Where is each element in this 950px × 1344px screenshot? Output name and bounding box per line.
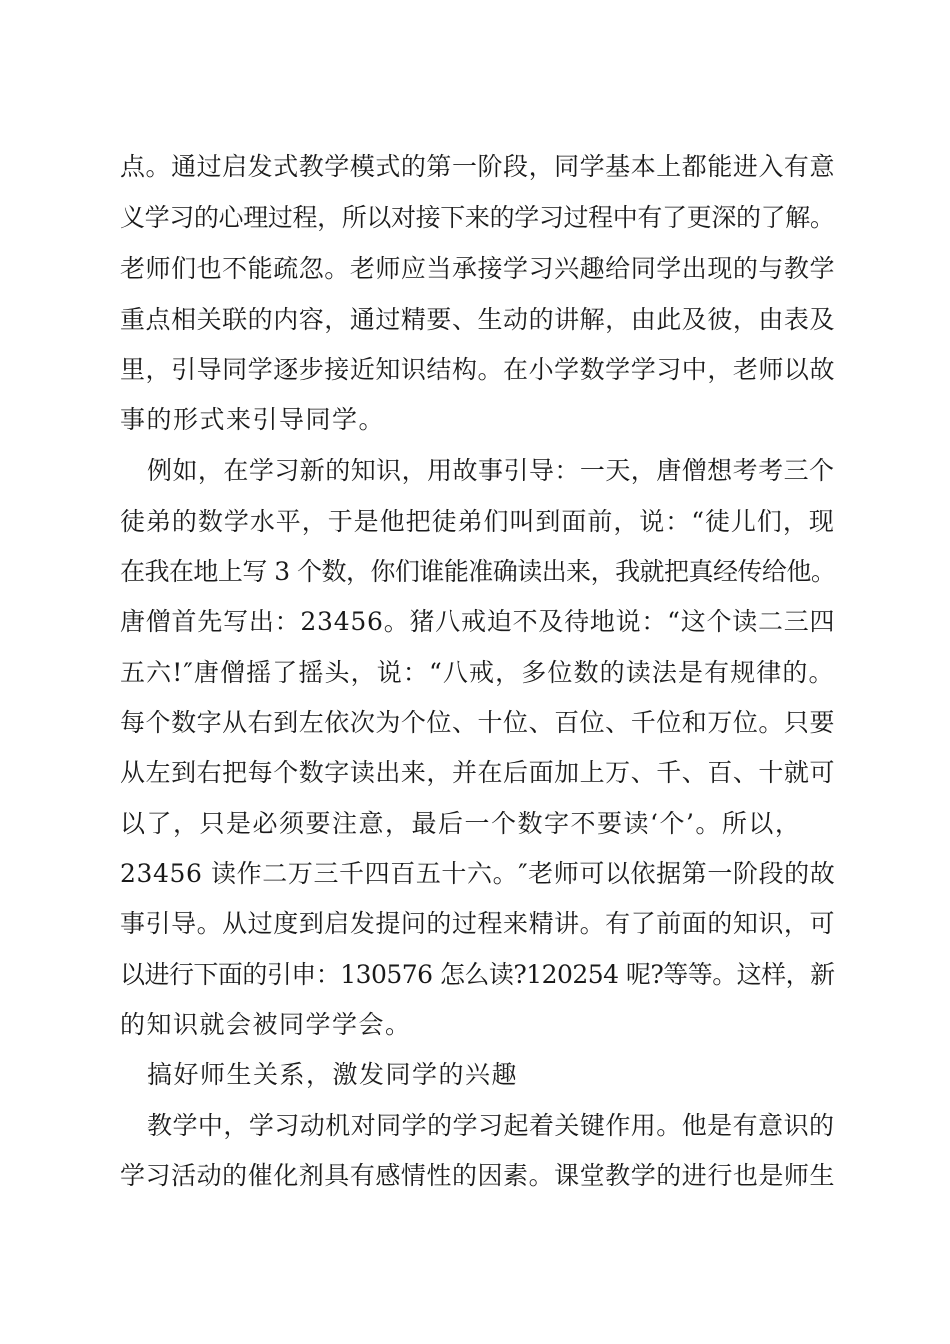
text-line: 教学中，学习动机对同学的学习起着关键作用。他是有意识的 — [147, 1111, 835, 1140]
text-line: 徒弟的数学水平，于是他把徒弟们叫到面前，说：“徒儿们，现 — [120, 507, 835, 536]
text-line: 在我在地上写 3 个数，你们谁能准确读出来，我就把真经传给他。 — [120, 557, 836, 586]
text-line: 老师们也不能疏忽。老师应当承接学习兴趣给同学出现的与教学 — [120, 254, 836, 283]
text-line: 义学习的心理过程，所以对接下来的学习过程中有了更深的了解。 — [120, 203, 835, 232]
section-heading: 搞好师生关系，激发同学的兴趣 — [147, 1060, 519, 1089]
text-line: 点。通过启发式教学模式的第一阶段，同学基本上都能进入有意 — [120, 152, 836, 181]
text-line: 例如，在学习新的知识，用故事引导：一天，唐僧想考考三个 — [147, 456, 835, 485]
text-line: 以了，只是必须要注意，最后一个数字不要读‘个’。所以， — [120, 809, 802, 838]
text-line: 重点相关联的内容，通过精要、生动的讲解，由此及彼，由表及 — [120, 305, 836, 334]
text-line: 的知识就会被同学学会。 — [120, 1010, 412, 1039]
text-line: 从左到右把每个数字读出来，并在后面加上万、千、百、十就可 — [120, 758, 836, 787]
text-line: 学习活动的催化剂具有感情性的因素。课堂教学的进行也是师生 — [120, 1161, 836, 1190]
text-line: 唐僧首先写出：23456。猪八戒迫不及待地说：“这个读二三四 — [120, 607, 836, 636]
text-line: 事引导。从过度到启发提问的过程来精讲。有了前面的知识，可 — [120, 909, 836, 938]
text-line: 以进行下面的引申：130576 怎么读?120254 呢?等等。这样，新 — [120, 960, 835, 989]
text-line: 事的形式来引导同学。 — [120, 405, 386, 434]
text-line: 五六!″唐僧摇了摇头，说：“八戒，多位数的读法是有规律的。 — [120, 658, 835, 687]
text-line: 每个数字从右到左依次为个位、十位、百位、千位和万位。只要 — [120, 708, 836, 737]
text-line: 里，引导同学逐步接近知识结构。在小学数学学习中，老师以故 — [120, 355, 836, 384]
text-line: 23456 读作二万三千四百五十六。″老师可以依据第一阶段的故 — [120, 859, 836, 888]
